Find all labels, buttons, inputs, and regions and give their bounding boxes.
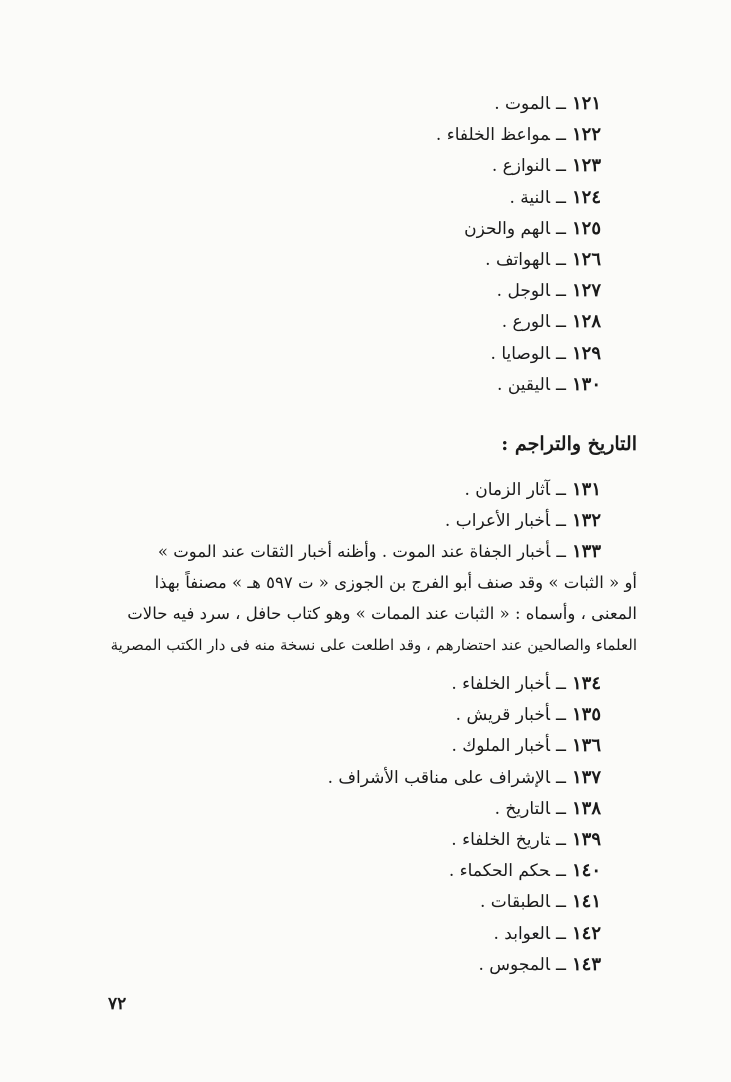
list-item: ١٢٥ــالهم والحزن: [464, 217, 601, 239]
paragraph-line: أو « الثبات » وقد صنف أبو الفرج بن الجوزى « ت ٥٩٧ هـ » مصنفاً بهذا: [154, 573, 637, 593]
list-item: ١٣٧ــالإشراف على مناقب الأشراف .: [327, 766, 601, 788]
paragraph-line: العلماء والصالحين عند احتضارهم ، وقد اطلعت على نسخة منه فى دار الكتب المصرية: [110, 635, 637, 654]
list-item: ١٤٠ــحكم الحكماء .: [448, 860, 601, 882]
list-item: ١٤٣ــالمجوس .: [478, 953, 601, 975]
list-item: ١٢١ــالموت .: [494, 93, 601, 114]
list-item: ١٣٠ــاليقين .: [497, 373, 601, 395]
section-heading: التاريخ والتراجم :: [501, 433, 637, 455]
list-item: ١٣١ــآثار الزمان .: [464, 479, 601, 500]
list-item: ١٣٢ــأخبار الأعراب .: [444, 510, 601, 532]
paragraph-entry: [97, 536, 637, 661]
list-item: ١٢٤ــالنية .: [509, 186, 601, 208]
list-item: ١٤١ــالطبقات .: [479, 891, 601, 913]
list-item: ١٢٢ــمواعظ الخلفاء .: [435, 124, 601, 146]
list-item: ١٢٦ــالهواتف .: [485, 248, 601, 270]
list-item: ١٣٩ــتاريخ الخلفاء .: [451, 828, 601, 850]
entry-list-1: [121, 88, 601, 400]
entry-list-2: [121, 474, 601, 536]
list-item: ١٢٧ــالوجل .: [496, 280, 601, 302]
list-item: ١٤٢ــالعوابد .: [493, 922, 601, 944]
list-item: ١٢٩ــالوصايا .: [490, 342, 601, 364]
list-item: ١٢٣ــالنوازع .: [491, 155, 601, 177]
paragraph-line: ١٣٣ــأخبار الجفاة عند الموت . وأظنه أخبار الثقات عند الموت »: [157, 541, 601, 562]
list-item: ١٣٤ــأخبار الخلفاء .: [451, 673, 601, 694]
paragraph-line: المعنى ، وأسماه : « الثبات عند الممات » وهو كتاب حافل ، سرد فيه حالات: [127, 604, 637, 624]
list-item: ١٢٨ــالورع .: [501, 311, 601, 333]
list-item: ١٣٥ــأخبار قريش .: [455, 704, 601, 726]
list-item: ١٣٨ــالتاريخ .: [494, 797, 601, 819]
list-item: ١٣٦ــأخبار الملوك .: [451, 735, 601, 757]
page-number: ٧٢: [108, 994, 127, 1014]
entry-list-3: [121, 668, 601, 980]
